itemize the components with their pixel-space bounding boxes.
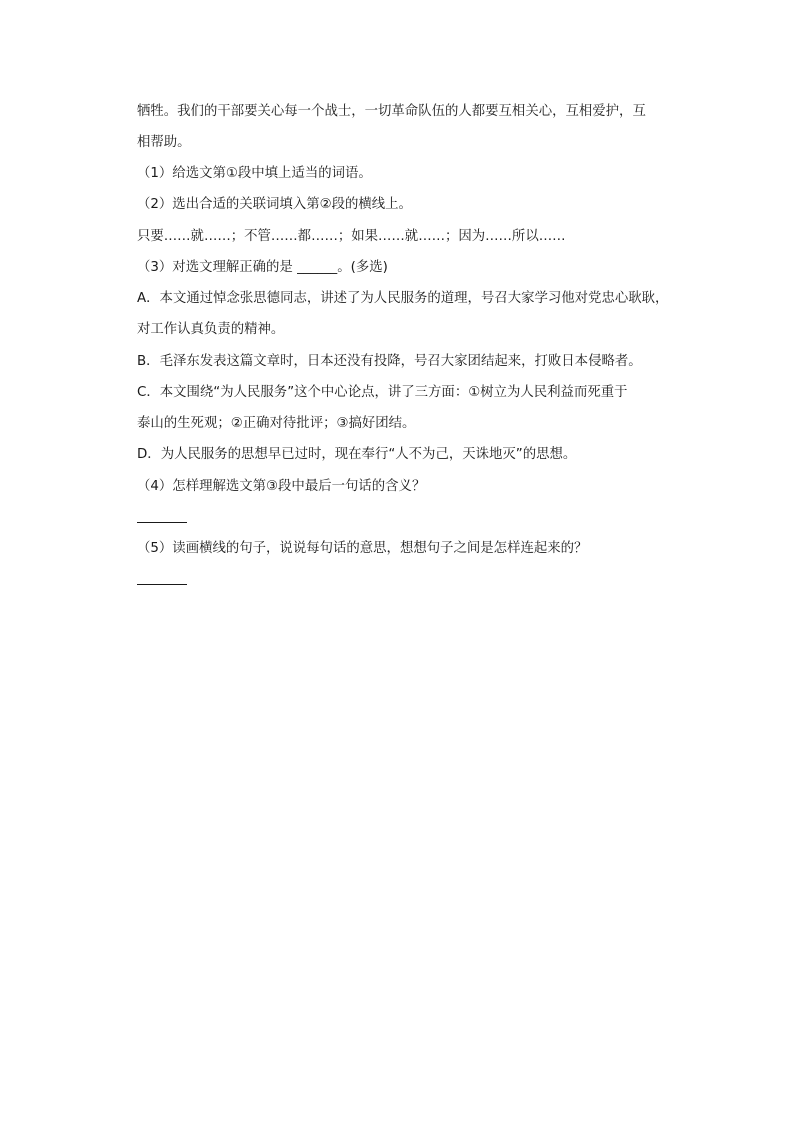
- answer-blank-5[interactable]: [137, 584, 187, 585]
- option-a-line-1: A．本文通过悼念张思德同志，讲述了为人民服务的道理，号召大家学习他对党忠心耿耿，: [137, 291, 669, 306]
- question-2-options: 只要……就……；不管……都……；如果……就……；因为……所以……: [137, 229, 566, 244]
- option-a-line-2: 对工作认真负责的精神。: [137, 322, 285, 337]
- passage-line-2: 相帮助。: [137, 135, 191, 150]
- question-3: （3）对选文理解正确的是 ______。(多选): [137, 260, 388, 275]
- question-4: （4）怎样理解选文第③段中最后一句话的含义？: [137, 479, 426, 494]
- option-c-line-1: C．本文围绕“为人民服务”这个中心论点，讲了三方面：①树立为人民利益而死重于: [137, 385, 628, 400]
- answer-blank-4[interactable]: [137, 522, 187, 523]
- option-c-line-2: 泰山的生死观；②正确对待批评；③搞好团结。: [137, 416, 416, 431]
- passage-line-1: 牺牲。我们的干部要关心每一个战士，一切革命队伍的人都要互相关心，互相爱护，互: [137, 104, 646, 119]
- question-1: （1）给选文第①段中填上适当的词语。: [137, 166, 372, 181]
- question-2: （2）选出合适的关联词填入第②段的横线上。: [137, 197, 412, 212]
- option-b: B．毛泽东发表这篇文章时，日本还没有投降，号召大家团结起来，打败日本侵略者。: [137, 354, 642, 369]
- question-5: （5）读画横线的句子，说说每句话的意思，想想句子之间是怎样连起来的？: [137, 541, 588, 556]
- option-d: D．为人民服务的思想早已过时，现在奉行“人不为己，天诛地灭”的思想。: [137, 447, 577, 462]
